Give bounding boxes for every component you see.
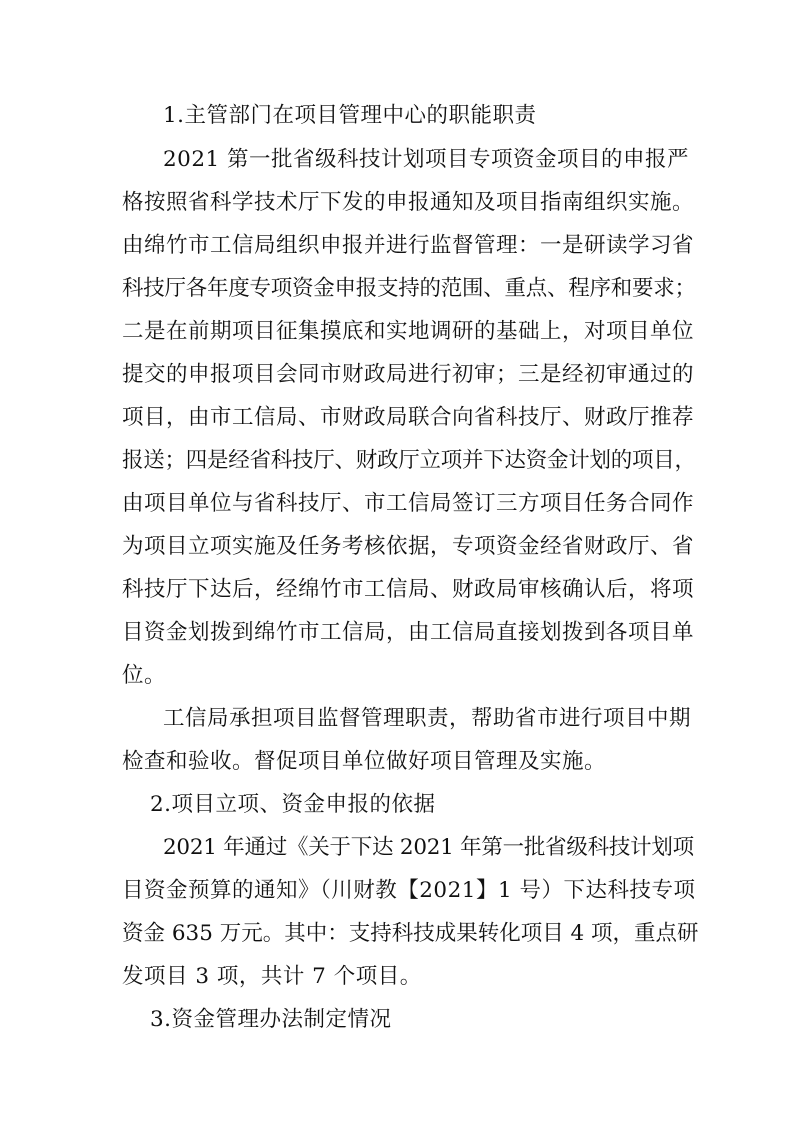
paragraph-line: 位。 xyxy=(122,663,167,688)
paragraph-line: 2021 第一批省级科技计划项目专项资金项目的申报严 xyxy=(163,147,690,172)
paragraph-line: 工信局承担项目监督管理职责，帮助省市进行项目中期 xyxy=(163,706,692,731)
paragraph-line: 二是在前期项目征集摸底和实地调研的基础上，对项目单位 xyxy=(122,319,695,344)
paragraph-line: 科技厅各年度专项资金申报支持的范围、重点、程序和要求； xyxy=(122,276,696,301)
paragraph-line: 发项目 3 项，共计 7 个项目。 xyxy=(122,964,422,989)
section-heading-3: 3.资金管理办法制定情况 xyxy=(150,1007,392,1032)
paragraph-line: 检查和验收。督促项目单位做好项目管理及实施。 xyxy=(122,749,607,774)
paragraph-line: 报送；四是经省科技厅、财政厅立项并下达资金计划的项目， xyxy=(122,448,696,473)
paragraph-line: 提交的申报项目会同市财政局进行初审；三是经初审通过的 xyxy=(122,362,695,387)
paragraph-line: 资金 635 万元。其中：支持科技成果转化项目 4 项，重点研 xyxy=(122,921,699,946)
paragraph-line: 格按照省科学技术厅下发的申报通知及项目指南组织实施。 xyxy=(122,190,695,215)
paragraph-line: 科技厅下达后，经绵竹市工信局、财政局审核确认后，将项 xyxy=(122,577,695,602)
paragraph-line: 2021 年通过《关于下达 2021 年第一批省级科技计划项 xyxy=(163,835,694,860)
section-heading-1: 1.主管部门在项目管理中心的职能职责 xyxy=(163,103,537,128)
paragraph-line: 由项目单位与省科技厅、市工信局签订三方项目任务合同作 xyxy=(122,491,695,516)
section-heading-2: 2.项目立项、资金申报的依据 xyxy=(150,792,436,817)
paragraph-line: 目资金预算的通知》（川财教【2021】1 号）下达科技专项 xyxy=(122,878,696,903)
paragraph-line: 为项目立项实施及任务考核依据，专项资金经省财政厅、省 xyxy=(122,534,695,559)
paragraph-line: 目资金划拨到绵竹市工信局，由工信局直接划拨到各项目单 xyxy=(122,620,695,645)
paragraph-line: 项目，由市工信局、市财政局联合向省科技厅、财政厅推荐 xyxy=(122,405,695,430)
paragraph-line: 由绵竹市工信局组织申报并进行监督管理：一是研读学习省 xyxy=(122,233,695,258)
